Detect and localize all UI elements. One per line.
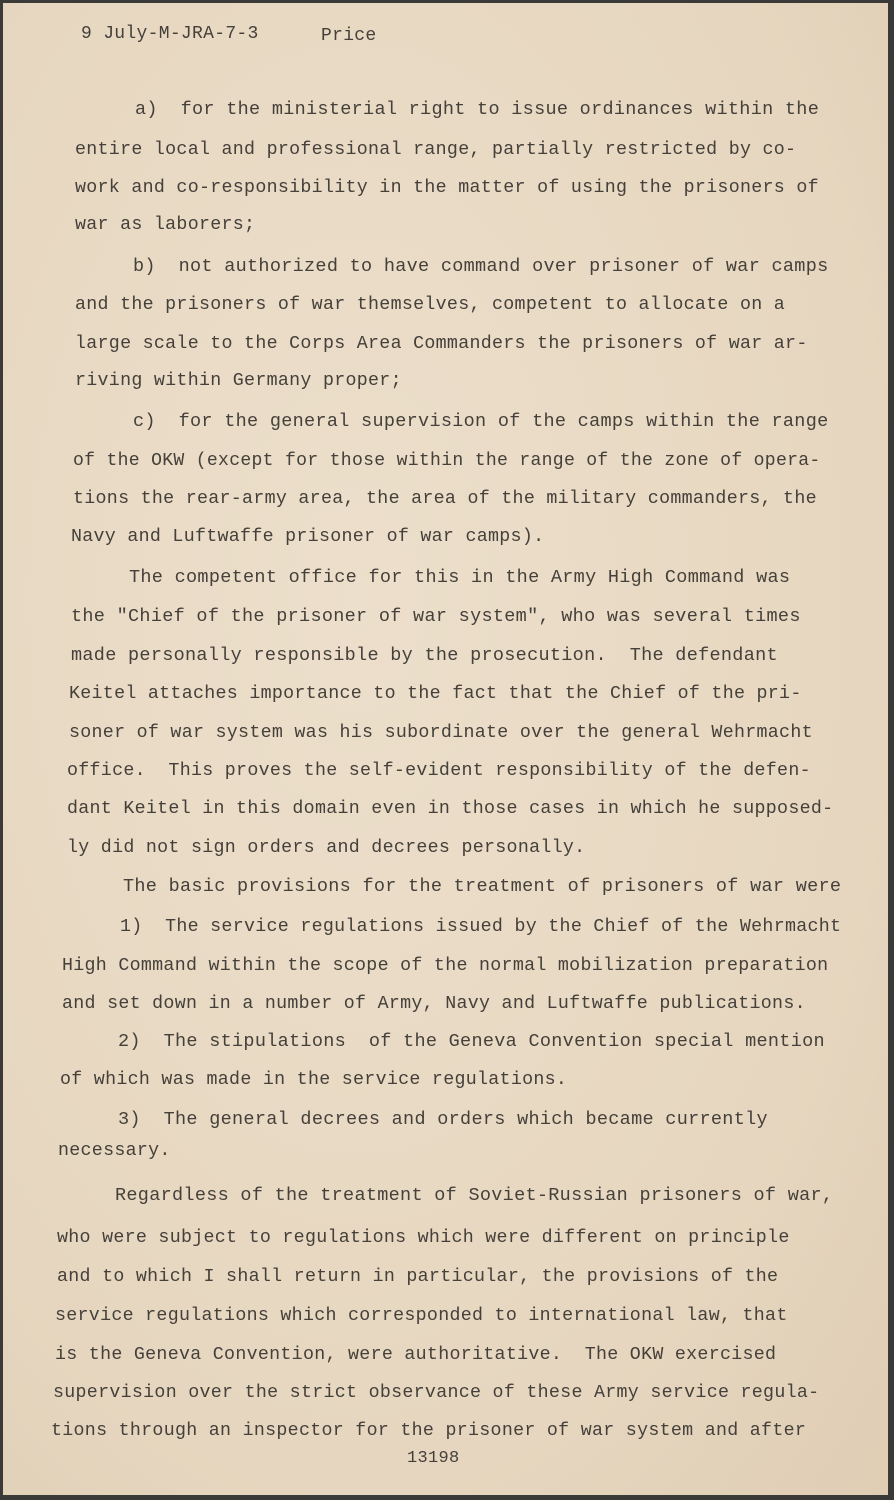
text-line: made personally responsible by the prosecution. The defendant: [71, 645, 778, 666]
speaker-name: Price: [321, 26, 377, 46]
text-line: a) for the ministerial right to issue ordinances within the: [135, 99, 820, 120]
text-line: 1) The service regulations issued by the Chief of the Wehrmacht: [120, 917, 842, 937]
text-line: Regardless of the treatment of Soviet-Russian prisoners of war,: [115, 1185, 834, 1206]
text-line: is the Geneva Convention, were authoritative. The OKW exercised: [55, 1345, 777, 1365]
text-line: Navy and Luftwaffe prisoner of war camps).: [71, 527, 545, 547]
text-line: High Command within the scope of the normal mobilization preparation: [62, 956, 829, 976]
text-line: c) for the general supervision of the camps within the range: [133, 411, 829, 432]
document-page: [3, 3, 888, 1495]
text-line: necessary.: [58, 1141, 171, 1161]
text-line: ly did not sign orders and decrees personally.: [67, 838, 586, 858]
text-line: tions the rear-army area, the area of the military commanders, the: [73, 489, 817, 509]
text-line: who were subject to regulations which were different on principle: [57, 1228, 790, 1248]
text-line: the "Chief of the prisoner of war system", who was several times: [71, 606, 801, 627]
text-line: tions through an inspector for the prisoner of war system and after: [51, 1421, 807, 1441]
text-line: The basic provisions for the treatment of prisoners of war were: [123, 876, 842, 897]
text-line: office. This proves the self-evident responsibility of the defen-: [67, 761, 811, 781]
document-reference: 9 July-M-JRA-7-3: [81, 24, 259, 44]
text-line: war as laborers;: [75, 215, 256, 235]
text-line: entire local and professional range, partially restricted by co-: [75, 140, 797, 160]
text-line: of which was made in the service regulations.: [60, 1070, 568, 1090]
text-line: and to which I shall return in particular, the provisions of the: [57, 1267, 779, 1287]
text-line: large scale to the Corps Area Commanders the prisoners of war ar-: [75, 334, 808, 354]
text-line: work and co-responsibility in the matter of using the prisoners of: [75, 178, 819, 198]
text-line: 3) The general decrees and orders which became currently: [118, 1109, 768, 1130]
text-line: b) not authorized to have command over prisoner of war camps: [133, 256, 829, 277]
text-line: 2) The stipulations of the Geneva Convention special mention: [118, 1031, 825, 1052]
text-line: dant Keitel in this domain even in those cases in which he supposed-: [67, 799, 834, 819]
text-line: supervision over the strict observance of these Army service regula-: [53, 1383, 820, 1403]
text-line: Keitel attaches importance to the fact that the Chief of the pri-: [69, 684, 802, 704]
page-number: 13198: [407, 1449, 460, 1468]
text-line: The competent office for this in the Army High Command was: [129, 567, 791, 588]
text-line: and set down in a number of Army, Navy and Luftwaffe publications.: [62, 994, 806, 1014]
text-line: soner of war system was his subordinate over the general Wehrmacht: [69, 723, 813, 743]
text-line: of the OKW (except for those within the range of the zone of opera-: [73, 451, 821, 471]
text-line: service regulations which corresponded to international law, that: [55, 1306, 788, 1326]
text-line: riving within Germany proper;: [75, 371, 402, 391]
text-line: and the prisoners of war themselves, competent to allocate on a: [75, 295, 786, 315]
